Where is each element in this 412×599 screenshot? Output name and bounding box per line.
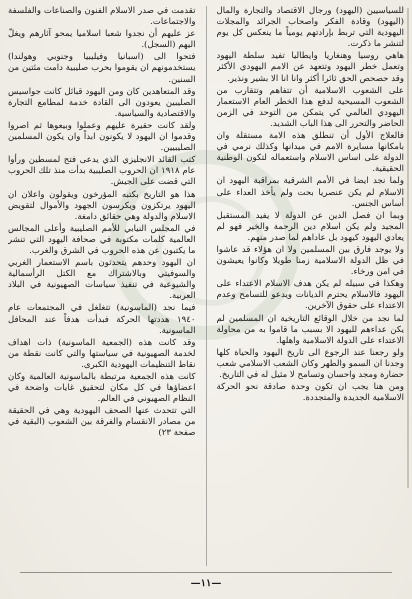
paragraph: فالعلاج الأول أن تنطلق هذه الامة مستقلة وان بامكانها مسايرة الامم في ميدانها وكذلك نرمي في الدولة على اساس الاسلام واستعماله لتكون الوطنية الحقيقية.: [216, 131, 404, 175]
footer-rule: [20, 572, 392, 573]
two-column-article: [8, 6, 404, 566]
paragraph: وبما ان فصل الدين عن الدولة لا يفيد المستقبل المجيد ولم يكن اسلام دين الرحمة والخير فهو لم يعادي اليهود كيهود بل عاداهم لما صدر منهم.: [216, 210, 404, 243]
paragraph: ان اليهود وحدهم يتحدثون باسم الاستعمار الغربي والسوفيتي وبالاشتراك مع الكتل الرأسمالية والشيوعية في تنفيذ سياسات الصهيونية في البلاد العربية.: [8, 258, 196, 302]
paragraph: ولما نجد ايضا في الأمم الشرقية بمراقبة اليهود ان الاسلام لم يكن عنصريا بحت ولم يأخذ العداء على أساس الجنس.: [216, 176, 404, 209]
paragraph: التي تتحدث عنها الصحف اليهودية وهي في الحقيقة من مصادر الانقسام والفرقة بين الشعوب (البقية في صفحة ٢٣): [8, 406, 196, 439]
paragraph: عز عليهم أن نجدوا شعبا اسلاميا يمحو آثارهم ويغلّ اليهم (السجل).: [8, 29, 196, 51]
paragraph: وقد المتعاهدين كان ومن اليهود قبائل كانت جواسيس الصليبين يعودون الى القادة خدمة لمطامع التجارة والاقتصادية والسياسية.: [8, 86, 196, 119]
paragraph: وقد كانت هذه (الجمعية الماسونية) ذات اهداف لخدمة الصهيونية في سياستها والتي كانت نقطة من نقاط التنظيمات اليهودية الكبرى.: [8, 337, 196, 370]
page-number: —١١—: [190, 578, 222, 589]
paragraph: وهكذا في سبيله لم يكن هدف الاسلام الاعتداء على اليهود فالاسلام يحترم الديانات ويدعو للتسامح وعدم الاعتداء على حقوق الآخرين.: [216, 279, 404, 312]
paragraph: فيما نجد (الماسونية) تتغلغل في المجتمعات عام ١٩٤٠ هددتها الحركة فبدأت هدفاً عند المحافل الماسونية.: [8, 303, 196, 336]
paragraph: لما نجد من خلال الوقائع التاريخية ان المسلمين لم يكن عداءهم لليهود الا بسبب ما قاموا به من محاولة الاعتداء على الدولة الاسلامية واهلها.: [216, 313, 404, 346]
paragraph: على الشعوب الاسلامية أن تتفاهم وتتقارب من الشعوب المسيحية لدفع هذا الخطر العام الاستعمار اليهودي العالمي كي يتمكن من التوحد في الزمن الحاضر والتحرر الى هذا الباب الشديد.: [216, 85, 404, 129]
paragraph: في المجلس النيابي للأمم الصليبية وأعلى المجالس العالمية كلمات مكتوبة في صحافة اليهود التي تنشر ما يكتبون عن هذه الحروب في الشرق والغرب.: [8, 223, 196, 256]
column-divider: [206, 6, 207, 566]
right-column: [217, 6, 405, 566]
paragraph: ولو رجعنا عند الرجوع الى تاريخ اليهود والحياة كلها وجدنا ان السمو والطهر وكان الشعب الاسلامي شعب حضارة ومجد واحسان وتسامح لا مثيل له في التاريخ.: [216, 347, 404, 380]
page-edge-shadow: [407, 8, 409, 488]
paragraph: هاهي روسيا وهنغاريا وايطاليا تفيد سلطة اليهود وتعمل خطر اليهود وتتعهد عن الامم اليهودي الأكثر وقد حصحص الحق ثائرا أكثر وانا انا الا بشير ونذير.: [216, 51, 404, 84]
paragraph: فتحوا الى (اسبانيا وفيليبيا وجنوبي وهولندا) يستخدمونهم ان يقوموا بحرب صليبية دامت مئتين من السنين.: [8, 52, 196, 85]
paragraph: تقدمت في صدر الاسلام الفنون والصناعات والفلسفة والاجتماعات.: [8, 6, 196, 28]
paragraph: كتب القائد الانجليزي الذي يدعى فتح لمسطين ورأوا عام ١٩١٨ ان الحروب الصليبية بدأت منذ تلك الحروب التي قضت على الجيش.: [8, 155, 196, 188]
paragraph: ولا يوجد فارق بين المسلمين ولا ان هؤلاء قد عاشوا في ظل الدولة الاسلامية زمنا طويلا وكانوا يعيشون في امن ورخاء.: [216, 244, 404, 278]
paragraph: هذا هو التاريخ بكتبه المؤرخون ويقولون واعلان ان اليهود يرتكزون ويكرسون الجهود والأموال لتقويض الاسلام والدولة وهي حقائق دامغة.: [8, 189, 196, 222]
left-column: [8, 6, 196, 566]
paragraph: للسياسيين (اليهود) ورجال الاقتصاد والتجارة والمال (اليهود) وقادة الفكر واصحاب الجرائد والمجلات اليهودية التي تربط بإرادتهم يومياً ما ينعكس كل يوم لتنشر ما ذكرت.: [216, 6, 404, 50]
paragraph: ومن هنا يجب ان تكون وحدة صادقة نحو الحركة الاسلامية الجديدة والمتجددة.: [216, 382, 404, 404]
paragraph: ولقد كانت حقيرة عليهم وعملوا وبيعوها ثم اصروا وقدموا ان اليهود لا يكونون ابداً وان يكون المسلمين الصليبيين.: [8, 120, 196, 154]
paragraph: كانت هذه الجمعية مرتبطة بالماسونية العالمية وكان اعضاؤها في كل مكان لتحقيق غايات واضحة في النظام الصهيوني في العالم.: [8, 372, 196, 405]
